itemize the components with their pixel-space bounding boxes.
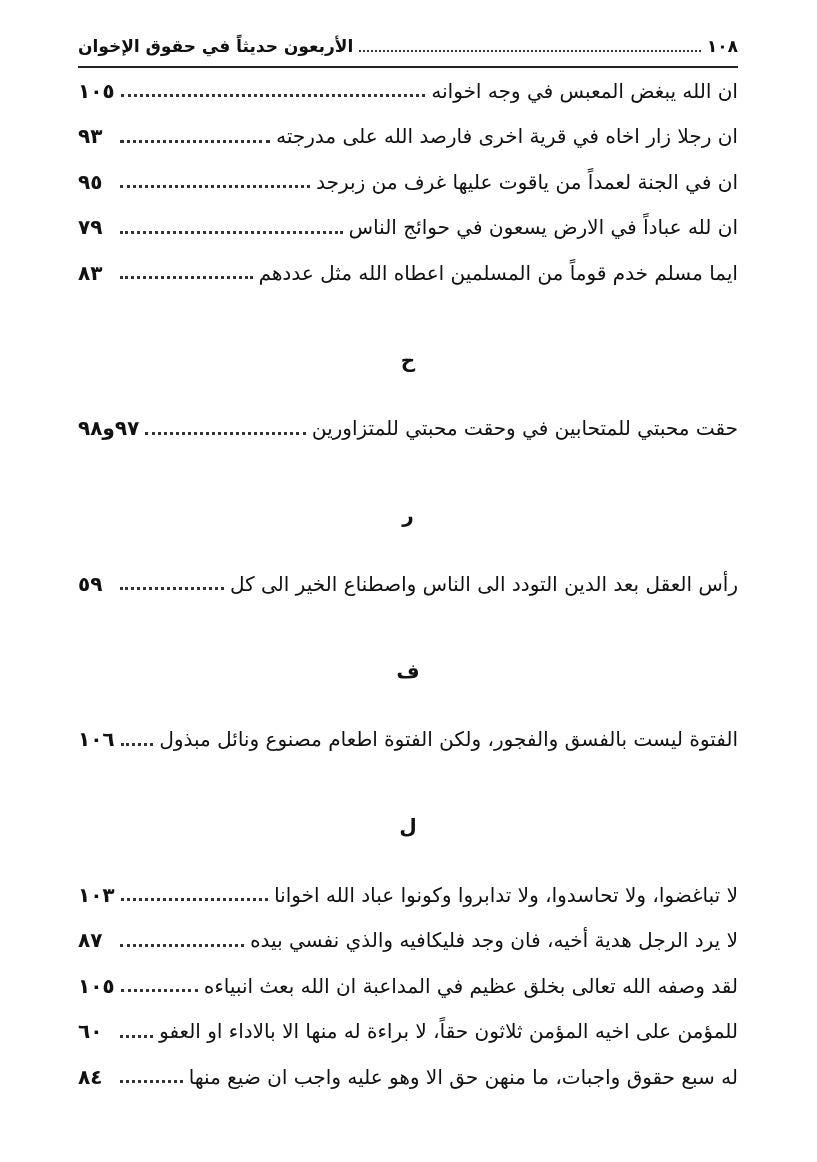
page-number: ١٠٨	[706, 37, 738, 57]
section-gap-small	[78, 695, 738, 717]
entry-page-number: ٨٣	[78, 260, 103, 285]
leader-dots	[120, 1035, 153, 1038]
index-entry	[78, 717, 738, 763]
section-gap-small	[78, 539, 738, 561]
entry-list	[78, 872, 738, 1100]
index-entry	[78, 159, 738, 205]
section-gap	[78, 296, 738, 336]
entry-page-number: ٦٠	[78, 1019, 103, 1044]
section-gap-small	[78, 850, 738, 872]
index-body	[78, 68, 738, 1100]
leader-dots	[121, 898, 268, 901]
section-gap	[78, 762, 738, 802]
leader-dots	[120, 1080, 183, 1083]
index-entry	[78, 114, 738, 160]
entry-page-number: ١٠٥	[78, 78, 115, 103]
leader-dots	[121, 94, 426, 97]
leader-dots	[120, 140, 270, 143]
leader-dots	[120, 185, 310, 188]
leader-dots	[120, 276, 253, 279]
entry-text: الفتوة ليست بالفسق والفجور، ولكن الفتوة اطعام مصنوع ونائل مبذول	[159, 727, 738, 752]
leader-dots	[121, 989, 198, 992]
section-gap	[78, 607, 738, 647]
running-header	[78, 30, 738, 64]
entry-text: ان لله عباداً في الارض يسعون في حوائج الناس	[348, 215, 738, 240]
index-entry	[78, 205, 738, 251]
entry-text: ايما مسلم خدم قوماً من المسلمين اعطاه الله مثل عددهم	[258, 260, 738, 285]
index-entry	[78, 1009, 738, 1055]
index-entry	[78, 406, 738, 452]
index-entry	[78, 68, 738, 114]
entry-list	[78, 406, 738, 452]
leader-dots	[121, 743, 154, 746]
leader-dots	[120, 587, 224, 590]
entry-text: له سبع حقوق واجبات، ما منهن حق الا وهو عليه واجب ان ضيع منها	[188, 1064, 738, 1089]
entry-list	[78, 561, 738, 607]
index-entry	[78, 918, 738, 964]
entry-page-number: ٥٩	[78, 571, 103, 596]
index-page	[78, 30, 738, 1100]
section-letter: ر	[402, 503, 414, 527]
header-leader-dots	[359, 50, 701, 52]
section-letter: ح	[400, 347, 416, 372]
entry-text: لا يرد الرجل هدية أخيه، فان وجد فليكافيه والذي نفسي بيده	[250, 928, 738, 953]
entry-text: للمؤمن على اخيه المؤمن ثلاثون حقاً، لا براءة له منها الا بالاداء او العفو	[159, 1019, 738, 1044]
section-letter: ف	[396, 658, 420, 683]
entry-text: ان في الجنة لعمداً من ياقوت عليها غرف من زبرجد	[316, 169, 738, 194]
section-gap-small	[78, 384, 738, 406]
index-entry	[78, 250, 738, 296]
entry-page-number: ٩٥	[78, 169, 103, 194]
entry-page-number: ٨٧	[78, 928, 103, 953]
entry-text: حقت محبتي للمتحابين في وحقت محبتي للمتزاورين	[311, 416, 738, 441]
entry-list	[78, 717, 738, 763]
entry-list	[78, 68, 738, 296]
index-entry	[78, 1054, 738, 1100]
entry-page-number: ١٠٥	[78, 973, 115, 998]
entry-text: لا تباغضوا، ولا تحاسدوا، ولا تدابروا وكونوا عباد الله اخوانا	[274, 882, 738, 907]
entry-page-number: ٨٤	[78, 1064, 103, 1089]
entry-page-number: ٧٩	[78, 215, 103, 240]
section-letter: ل	[399, 814, 417, 838]
entry-page-number: ٩٧و٩٨	[78, 416, 140, 441]
entry-page-number: ١٠٦	[78, 727, 115, 752]
entry-text: رأس العقل بعد الدين التودد الى الناس واصطناع الخير الى كل	[229, 571, 738, 596]
leader-dots	[120, 944, 244, 947]
section-gap	[78, 451, 738, 491]
index-entry	[78, 872, 738, 918]
book-title: الأربعون حديثاً في حقوق الإخوان	[78, 37, 354, 57]
index-entry	[78, 963, 738, 1009]
entry-text: ان رجلا زار اخاه في قرية اخرى فارصد الله على مدرجته	[276, 124, 738, 149]
index-entry	[78, 561, 738, 607]
entry-page-number: ٩٣	[78, 124, 103, 149]
leader-dots	[120, 231, 343, 234]
entry-text: ان الله يبغض المعبس في وجه اخوانه	[431, 78, 738, 103]
entry-page-number: ١٠٣	[78, 882, 115, 907]
leader-dots	[145, 432, 306, 435]
entry-text: لقد وصفه الله تعالى بخلق عظيم في المداعبة ان الله بعث انبياءه	[203, 973, 738, 998]
